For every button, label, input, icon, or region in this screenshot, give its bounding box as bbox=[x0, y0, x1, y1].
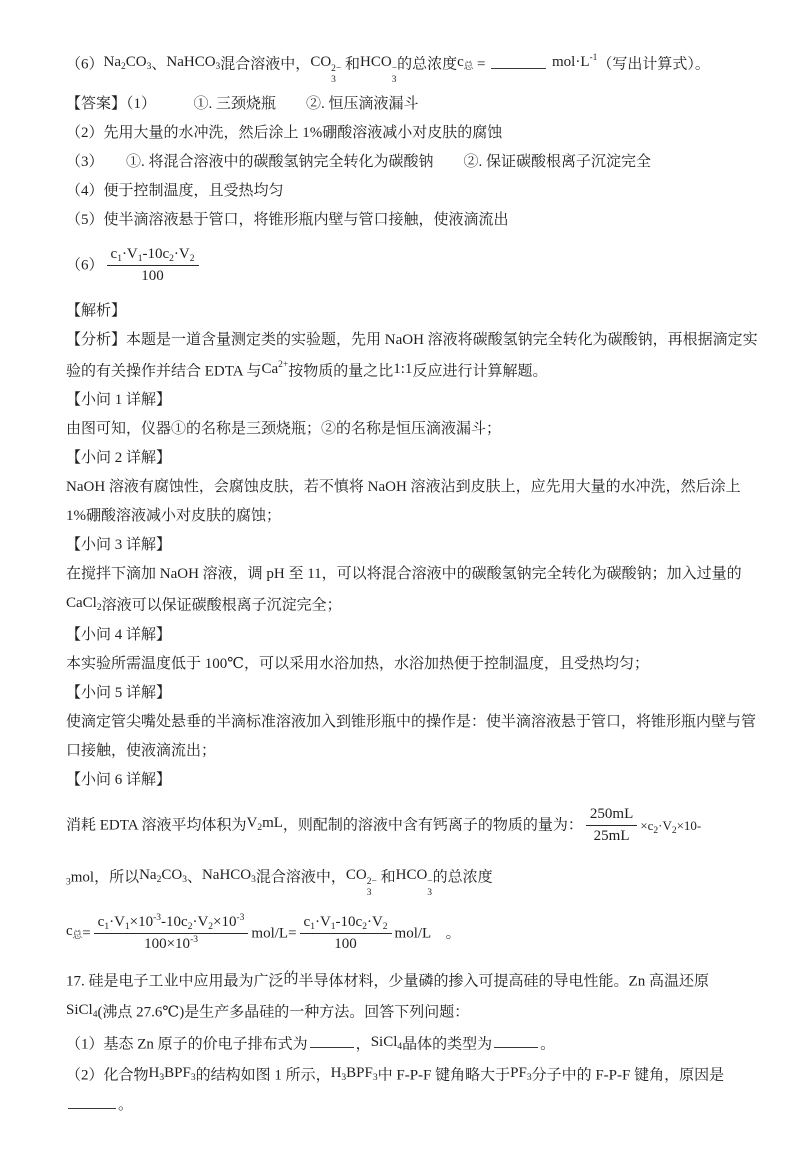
text-run: 和 bbox=[341, 56, 361, 73]
subscript: 总 bbox=[463, 62, 474, 72]
text-run: 250mL bbox=[589, 805, 634, 822]
subq6-header bbox=[66, 766, 744, 795]
text-run: Na bbox=[103, 54, 122, 70]
text-run: mol，所以 bbox=[70, 869, 140, 886]
text-run: 17. 硅是电子工业中应用最为广泛 bbox=[66, 973, 284, 990]
fraction bbox=[300, 913, 392, 955]
chem-formula bbox=[104, 54, 152, 70]
text-run: 。 bbox=[118, 1096, 134, 1113]
text-run: 、 bbox=[151, 56, 167, 73]
answer-part6-formula bbox=[66, 235, 744, 297]
subscript: 2 bbox=[257, 822, 263, 833]
text-run: 100 bbox=[141, 268, 164, 285]
text-run: （2）化合物 bbox=[66, 1067, 149, 1084]
text-run: CaCl bbox=[66, 595, 97, 612]
subq5-detail-line2 bbox=[66, 737, 744, 766]
subscript: 1 bbox=[104, 921, 110, 932]
text-run: 的总浓度 bbox=[397, 56, 458, 73]
text-run: 1%硼酸溶液减小对皮肤的腐蚀； bbox=[66, 508, 281, 525]
text-run: H bbox=[330, 1065, 342, 1082]
text-run: 的总浓度 bbox=[432, 869, 493, 886]
chem-formula bbox=[395, 866, 433, 898]
chem-formula bbox=[310, 54, 342, 85]
subq6-detail-line2 bbox=[66, 857, 744, 903]
subq1-header bbox=[66, 386, 744, 415]
text-run: （4）便于控制温度，且受热均匀 bbox=[66, 182, 284, 199]
text-run: c bbox=[66, 922, 73, 939]
answer-part1 bbox=[66, 90, 744, 119]
text-run: 使滴定管尖嘴处悬垂的半滴标准溶液加入到锥形瓶中的操作是：使半滴溶液悬于管口，将锥形瓶内壁与管 bbox=[66, 713, 757, 730]
subq3-detail-line2 bbox=[66, 589, 744, 621]
text-run: 的 bbox=[283, 970, 299, 987]
fraction-numerator bbox=[107, 245, 199, 267]
subscript: 1 bbox=[330, 921, 336, 932]
chem-formula bbox=[640, 818, 702, 837]
subscript: 2 bbox=[671, 826, 677, 837]
subscript: 1 bbox=[124, 921, 130, 932]
text-run: 【小问 1 详解】 bbox=[66, 392, 172, 409]
text-run: = bbox=[473, 56, 490, 73]
fraction bbox=[94, 913, 249, 955]
chem-formula bbox=[345, 866, 377, 898]
chem-formula bbox=[330, 1065, 378, 1084]
text-run: ×10 bbox=[129, 913, 154, 930]
chem-formula bbox=[261, 361, 288, 377]
text-run: ·V bbox=[109, 913, 125, 930]
fraction-denominator bbox=[586, 826, 637, 847]
chem-formula bbox=[457, 54, 473, 70]
subq4-detail bbox=[66, 650, 744, 679]
chem-formula bbox=[548, 54, 597, 70]
text-run: 【小问 6 详解】 bbox=[66, 771, 172, 788]
subscript: 2 bbox=[653, 826, 659, 837]
subq5-header bbox=[66, 679, 744, 708]
fraction-denominator bbox=[107, 266, 199, 287]
text-run: 【小问 4 详解】 bbox=[66, 626, 172, 643]
text-run: c bbox=[303, 913, 311, 930]
subscript: 2 bbox=[208, 921, 214, 932]
subscript: 3 bbox=[190, 1073, 196, 1084]
text-run: mol/L= bbox=[251, 925, 297, 942]
chem-formula bbox=[139, 867, 187, 883]
text-run: ·V bbox=[658, 818, 672, 834]
subscript: 4 bbox=[92, 1010, 98, 1021]
subscript: 1 bbox=[137, 253, 143, 264]
text-run: 【解析】 bbox=[66, 302, 127, 319]
text-run: ·V bbox=[121, 245, 138, 262]
text-run: BPF bbox=[346, 1065, 373, 1082]
text-run: Ca bbox=[261, 360, 279, 377]
subq3-detail-line1 bbox=[66, 560, 744, 589]
text-run: 100 bbox=[334, 936, 357, 953]
text-run: mol/L 。 bbox=[394, 925, 461, 942]
text-run: SiCl bbox=[66, 1002, 93, 1019]
subq6-detail-line1 bbox=[66, 795, 744, 857]
fraction-denominator bbox=[94, 934, 249, 955]
text-run: mL bbox=[262, 814, 283, 831]
answer-blank bbox=[68, 1093, 116, 1109]
analysis-para-line1 bbox=[66, 326, 758, 355]
subscript: 1 bbox=[117, 253, 122, 264]
stacked-charge: − 3 bbox=[391, 64, 398, 85]
subscript: 3 bbox=[251, 874, 256, 885]
text-run: c bbox=[110, 245, 118, 262]
text-run: SiCl bbox=[370, 1033, 398, 1050]
subscript: 2 bbox=[156, 874, 162, 885]
fraction-numerator bbox=[300, 913, 392, 935]
text-run: 口接触，使液滴流出； bbox=[66, 742, 217, 759]
text-run: 。 bbox=[540, 1036, 556, 1053]
answer-blank bbox=[491, 53, 546, 69]
answer-part4 bbox=[66, 177, 744, 206]
subscript: 3 bbox=[341, 1073, 347, 1084]
stacked-charge: − 3 bbox=[427, 876, 433, 898]
text-run: 溶液可以保证碳酸根离子沉淀完全； bbox=[101, 597, 342, 614]
text-run: 晶体的类型为 bbox=[402, 1036, 493, 1053]
superscript: -3 bbox=[153, 912, 162, 923]
text-run: V bbox=[246, 814, 258, 831]
superscript: -1 bbox=[589, 53, 598, 63]
text-run: （2）先用大量的水冲洗，然后涂上 1%硼酸溶液减小对皮肤的腐蚀 bbox=[66, 124, 503, 141]
text-run: HCO bbox=[395, 866, 428, 883]
q17-part1 bbox=[66, 1028, 744, 1060]
text-run: CO bbox=[125, 54, 147, 70]
text-run: （6） bbox=[66, 56, 104, 73]
analysis-header bbox=[66, 297, 744, 326]
text-run: ·V bbox=[314, 913, 331, 930]
text-run: = bbox=[82, 925, 91, 942]
chem-formula bbox=[66, 595, 102, 614]
text-run: (沸点 27.6℃)是生产多晶硅的一种方法。回答下列问题： bbox=[97, 1004, 470, 1021]
text-run: （写出计算式）。 bbox=[597, 56, 710, 73]
subscript: 2 bbox=[187, 921, 193, 932]
answer-part5 bbox=[66, 206, 744, 235]
subq5-detail-line1 bbox=[66, 708, 757, 737]
answer-part3 bbox=[66, 148, 744, 177]
text-run: 本实验所需温度低于 100℃，可以采用水浴加热，水浴加热便于控制温度，且受热均匀； bbox=[66, 655, 650, 672]
subscript: 3 bbox=[66, 877, 71, 888]
subq2-detail-line2 bbox=[66, 502, 744, 531]
chem-formula bbox=[166, 54, 220, 70]
text-run: 混合溶液中， bbox=[255, 869, 346, 886]
subscript: 3 bbox=[372, 1073, 378, 1084]
text-run: 【小问 3 详解】 bbox=[66, 537, 172, 554]
superscript: 2+ bbox=[278, 359, 289, 370]
text-run: 验的有关操作并结合 EDTA 与 bbox=[66, 363, 262, 380]
chem-formula bbox=[246, 815, 282, 831]
text-run: 【分析】本题是一道含量测定类的实验题，先用 NaOH 溶液将碳酸氢钠完全转化为碳酸钠，再根据滴定实 bbox=[66, 331, 758, 348]
text-run: ·V bbox=[173, 245, 190, 262]
subscript: 2 bbox=[169, 253, 174, 264]
text-run: -10c bbox=[161, 913, 188, 930]
chem-formula bbox=[148, 1065, 196, 1084]
subscript: 2 bbox=[382, 921, 388, 932]
text-run: PF bbox=[510, 1065, 527, 1082]
chem-formula bbox=[371, 1034, 402, 1050]
text-run: （6） bbox=[66, 257, 104, 274]
text-run: 【小问 2 详解】 bbox=[66, 450, 172, 467]
subq1-detail bbox=[66, 415, 744, 444]
text-run: 100×10 bbox=[144, 936, 191, 953]
subscript: 3 bbox=[182, 874, 187, 885]
text-run: Na bbox=[139, 866, 157, 883]
stacked-charge: 2− 3 bbox=[331, 64, 342, 85]
text-run: 由图可知，仪器①的名称是三颈烧瓶；②的名称是恒压滴液漏斗； bbox=[66, 421, 502, 438]
answer-part2 bbox=[66, 119, 744, 148]
text-run: ， bbox=[355, 1036, 371, 1053]
superscript: -3 bbox=[236, 912, 245, 923]
text-run: 【答案】（1） ①. 三颈烧瓶 ②. 恒压滴液漏斗 bbox=[66, 95, 419, 112]
q16-part6-question bbox=[66, 44, 744, 90]
answer-blank bbox=[310, 1032, 354, 1048]
chem-formula bbox=[360, 54, 398, 85]
subscript: 2 bbox=[121, 62, 126, 72]
text-run: ×c bbox=[640, 818, 654, 834]
subq2-detail-line1 bbox=[66, 473, 744, 502]
text-run: c bbox=[97, 913, 105, 930]
text-run: CO bbox=[310, 54, 332, 70]
subscript: 2 bbox=[362, 921, 367, 932]
subscript: 3 bbox=[146, 62, 152, 72]
text-run: BPF bbox=[164, 1065, 191, 1082]
subscript: 1 bbox=[310, 921, 315, 932]
subscript: 3 bbox=[159, 1073, 165, 1084]
fraction-denominator bbox=[300, 934, 392, 955]
text-run: 、 bbox=[186, 869, 202, 886]
text-run: mol·L bbox=[548, 54, 590, 70]
text-run: 按物质的量之比 bbox=[288, 363, 394, 380]
text-run: H bbox=[148, 1065, 160, 1082]
q17-intro-line1 bbox=[66, 965, 744, 997]
text-run: ，则配制的溶液中含有钙离子的物质的量为： bbox=[282, 817, 583, 834]
text-run: NaOH 溶液有腐蚀性，会腐蚀皮肤，若不慎将 NaOH 溶液沾到皮肤上，应先用大量的水冲洗，然后涂上 bbox=[66, 479, 741, 496]
stacked-charge: 2− 3 bbox=[366, 876, 377, 898]
text-run: -10c bbox=[335, 913, 363, 930]
chem-formula bbox=[510, 1065, 532, 1084]
text-run: ·V bbox=[192, 913, 209, 930]
text-run: 在搅拌下滴加 NaOH 溶液，调 pH 至 11，可以将混合溶液中的碳酸氢钠完全转化为碳酸钠；加入过量的 bbox=[66, 566, 742, 583]
fraction-numerator bbox=[94, 913, 249, 935]
chem-formula bbox=[393, 361, 412, 377]
fraction bbox=[107, 245, 199, 287]
text-run: 【小问 5 详解】 bbox=[66, 684, 172, 701]
text-run: 1:1 bbox=[393, 360, 413, 377]
subq3-header bbox=[66, 531, 744, 560]
subscript: 3 bbox=[215, 62, 221, 72]
q17-part2-line1 bbox=[66, 1059, 744, 1091]
subscript: 3 bbox=[526, 1073, 532, 1084]
text-run: （3） ①. 将混合溶液中的碳酸氢钠完全转化为碳酸钠 ②. 保证碳酸根离子沉淀完全 bbox=[66, 153, 652, 170]
subscript: 总 bbox=[72, 930, 83, 941]
subscript: 2 bbox=[189, 253, 195, 264]
subq2-header bbox=[66, 444, 744, 473]
text-run: 消耗 EDTA 溶液平均体积为 bbox=[66, 817, 247, 834]
chem-formula bbox=[66, 1002, 98, 1021]
chem-formula bbox=[66, 923, 82, 939]
chem-formula bbox=[284, 971, 299, 987]
text-run: CO bbox=[345, 866, 367, 883]
text-run: ·V bbox=[366, 913, 383, 930]
text-run: 半导体材料，少量磷的掺入可提高硅的导电性能。Zn 高温还原 bbox=[298, 973, 709, 990]
text-run: NaHCO bbox=[201, 866, 252, 883]
superscript: -3 bbox=[190, 935, 198, 946]
text-run: （1）基态 Zn 原子的价电子排布式为 bbox=[66, 1036, 308, 1053]
answer-blank bbox=[494, 1032, 538, 1048]
text-run: 和 bbox=[376, 869, 396, 886]
q17-intro-line2 bbox=[66, 996, 744, 1028]
q17-part2-line2 bbox=[66, 1091, 744, 1120]
text-run: CO bbox=[161, 866, 183, 883]
text-run: HCO bbox=[360, 54, 392, 70]
subq6-final-formula bbox=[66, 903, 744, 965]
text-run: c bbox=[457, 54, 464, 70]
fraction-numerator bbox=[586, 805, 637, 827]
text-run: ×10- bbox=[676, 818, 702, 834]
chem-formula bbox=[202, 867, 256, 883]
text-run: ×10 bbox=[213, 913, 237, 930]
text-run: 中 F-P-F 键角略大于 bbox=[377, 1067, 511, 1084]
subscript: 4 bbox=[397, 1041, 403, 1052]
text-run: NaHCO bbox=[166, 54, 216, 70]
text-run: 的结构如图 1 所示， bbox=[195, 1067, 331, 1084]
text-run: （5）使半滴溶液悬于管口，将锥形瓶内壁与管口接触，使液滴流出 bbox=[66, 211, 509, 228]
text-run: -10c bbox=[142, 245, 170, 262]
text-run: 25mL bbox=[593, 828, 630, 845]
subq4-header bbox=[66, 621, 744, 650]
text-run: 分子中的 F-P-F 键角，原因是 bbox=[531, 1067, 725, 1084]
fraction bbox=[586, 805, 637, 847]
text-run: 反应进行计算解题。 bbox=[412, 363, 548, 380]
subscript: 2 bbox=[96, 603, 102, 614]
text-run: 混合溶液中， bbox=[220, 56, 311, 73]
analysis-para-line2 bbox=[66, 355, 744, 387]
